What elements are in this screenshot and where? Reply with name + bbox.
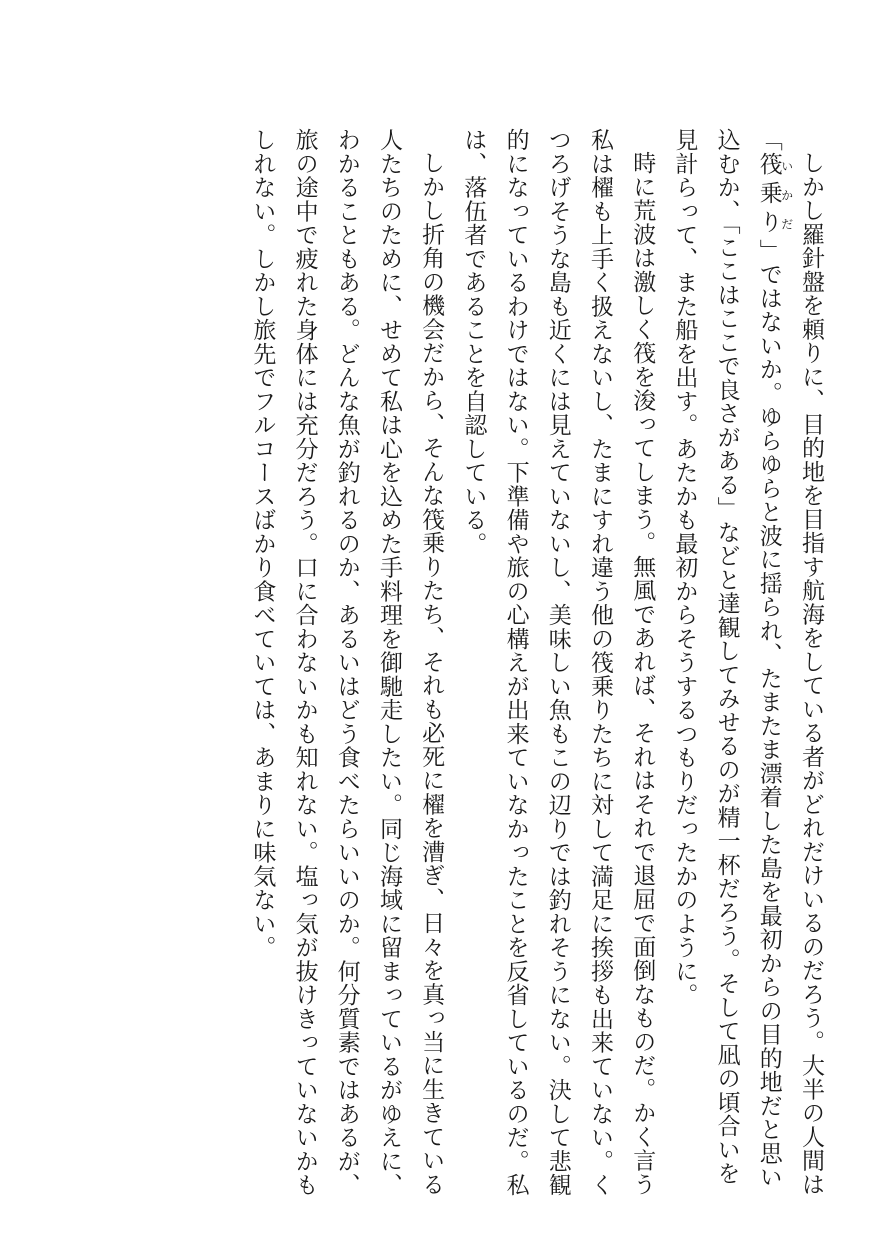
paragraph-1-text-before-ruby: しかし羅針盤を頼りに、目的地を目指す航海をしている者がどれだけいるのだろう。大半の人間は「 xyxy=(755,128,824,1196)
paragraph-2: 時に荒波は激しく筏を浚ってしまう。無風であれば、それはそれで退屈で面倒なものだ。かく言う私は櫂も上手く扱えないし、たまにすれ違う他の筏乗りたちに対して満足に挨拶も出来ていない。くつろげそうな島も近くには見えていないし、美味しい魚もこの辺りでは釣れそうにない。決して悲観的になっているわけではない。下準備や旅の心構えが出来ていなかったことを反省しているのだ。私は、落伍者であることを自認している。 xyxy=(460,128,656,1197)
vertical-text-body xyxy=(102,128,832,1208)
ruby-base: 筏乗り xyxy=(755,151,782,239)
paragraph-1 xyxy=(663,128,832,1208)
ruby-word-ikada-nori xyxy=(755,151,794,239)
paragraph-3: しかし折角の機会だから、そんな筏乗りたち、それも必死に櫂を漕ぎ、日々を真っ当に生きている人たちのために、せめて私は心を込めた手料理を御馳走したい。同じ海域に留まっているがゆえに、わかることもある。どんな魚が釣れるのか、あるいはどう食べたらいいのか。何分質素ではあるが、旅の途中で疲れた身体には充分だろう。口に合わないかも知れない。塩っ気が抜けきっていないかもしれない。しかし旅先でフルコースばかり食べていては、あまりに味気ない。 xyxy=(249,128,445,1197)
paragraph-1-text-after-ruby: 」ではないか。ゆらゆらと波に揺られ、たまたま漂着した島を最初からの目的地だと思い込むか、「ここはここで良さがある」などと達観してみせるのが精一杯だろう。そして凪の頃合いを見計らって、また船を出す。あたかも最初からそうするつもりだったかのように。 xyxy=(671,128,782,1189)
ruby-reading: いかだ xyxy=(779,151,794,239)
